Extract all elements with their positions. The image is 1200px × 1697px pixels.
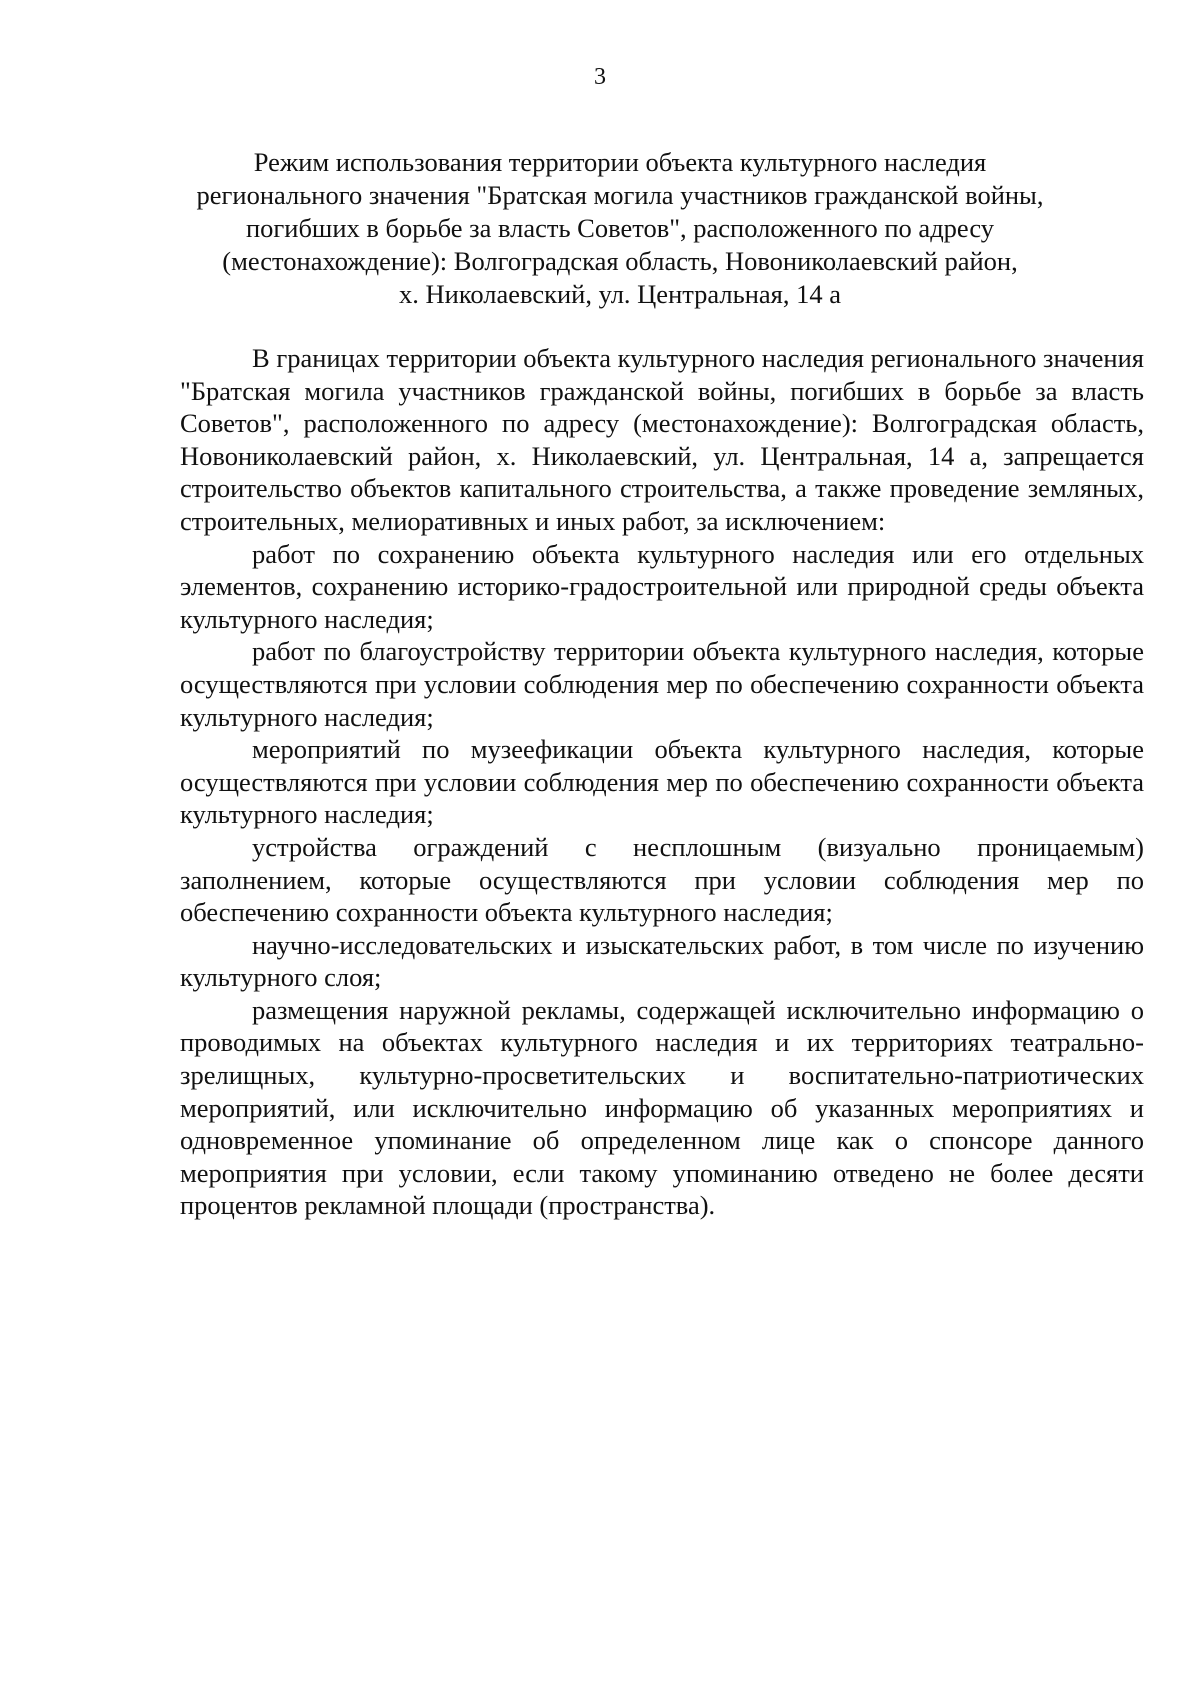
exception-item: устройства ограждений с несплошным (визуально проницаемым) заполнением, которые осуществляются при условии соблюдения мер по обеспечению сохранности объекта культурного наследия; bbox=[180, 831, 1144, 928]
page-number: 3 bbox=[594, 64, 606, 90]
exception-item: научно-исследовательских и изыскательских работ, в том числе по изучению культурного слоя; bbox=[180, 929, 1144, 993]
exception-item: мероприятий по музеефикации объекта культурного наследия, которые осуществляются при условии соблюдения мер по обеспечению сохранности объекта культурного наследия; bbox=[180, 734, 1144, 830]
document-title bbox=[180, 146, 1060, 311]
exception-item: работ по благоустройству территории объекта культурного наследия, которые осуществляются при условии соблюдения мер по обеспечению сохранности объекта культурного наследия; bbox=[180, 636, 1144, 732]
intro-paragraph: В границах территории объекта культурного наследия регионального значения "Братская могила участников гражданской войны, погибших в борьбе за власть Советов", расположенного по адресу (местонахождение): Волгоградская область, Новониколаевский район, х. Николаевский, ул. Центральная, 14 а, запрещается строительство объектов капитального строительства, а также проведение земляных, строительных, мелиоративных и иных работ, за исключением: bbox=[180, 343, 1144, 536]
title-line: погибших в борьбе за власть Советов", расположенного по адресу bbox=[245, 213, 995, 243]
title-line: регионального значения "Братская могила участников гражданской войны, bbox=[196, 180, 1044, 210]
title-line: х. Николаевский, ул. Центральная, 14 а bbox=[399, 279, 841, 309]
title-line: (местонахождение): Волгоградская область, Новониколаевский район, bbox=[222, 246, 1018, 276]
document-body bbox=[180, 342, 1144, 1222]
exception-item: размещения наружной рекламы, содержащей исключительно информацию о проводимых на объектах культурного наследия и их территориях театрально-зрелищных, культурно-просветительских и воспитательно-патриотических мероприятий, или исключительно информацию об указанных мероприятиях и одновременное упоминание об определенном лице как о спонсоре данного мероприятия при условии, если такому упоминанию отведено не более десяти процентов рекламной площади (пространства). bbox=[180, 994, 1144, 1221]
exception-item: работ по сохранению объекта культурного наследия или его отдельных элементов, сохранению историко-градостроительной или природной среды объекта культурного наследия; bbox=[180, 538, 1144, 634]
title-line: Режим использования территории объекта культурного наследия bbox=[253, 147, 987, 177]
